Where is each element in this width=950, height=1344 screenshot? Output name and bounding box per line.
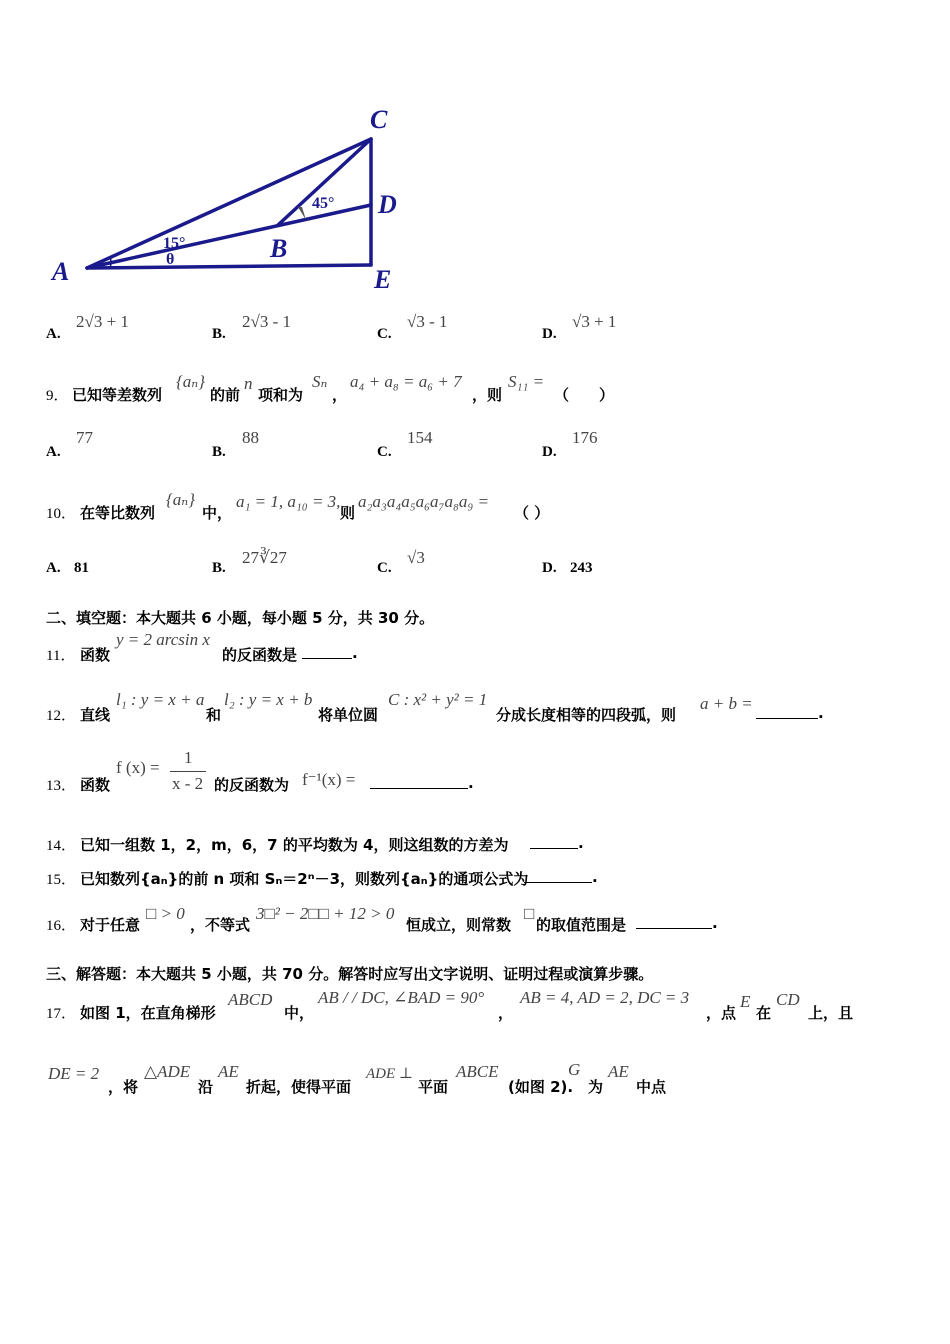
q8-options: A. 2√3 + 1 B. 2√3 - 1 C. √3 - 1 D. √3 + 1: [46, 312, 617, 342]
label-theta: θ: [166, 251, 175, 268]
answer-blank[interactable]: [370, 774, 468, 789]
question-15: 15． 已知数列{aₙ}的前 n 项和 Sₙ＝2ⁿ－3，则数列{aₙ}的通项公式为 .: [46, 868, 598, 888]
question-13: 13． 函数 f (x) = 1 x - 2 的反函数为 f⁻¹(x) = .: [46, 748, 474, 794]
question-9: 9． 已知等差数列 {aₙ} 的前 n 项和为 Sₙ ， a₄ + a₈ = a₆ + 7 ，则 S₁₁ = （ ）: [46, 372, 615, 404]
label-angle-15: 15°: [163, 235, 186, 252]
answer-blank[interactable]: [524, 868, 592, 883]
question-17-line-1: 17． 如图 1，在直角梯形 ABCD 中， AB / / DC, ∠BAD = 90° ， AB = 4, AD = 2, DC = 3 ，点 E 在 CD 上，且: [46, 988, 854, 1022]
answer-blank[interactable]: [302, 644, 352, 659]
section-3-title: 三、解答题：本大题共 5 小题，共 70 分。解答时应写出文字说明、证明过程或演算步骤。: [46, 965, 654, 983]
segment-BC: [278, 139, 371, 225]
label-A: A: [52, 257, 70, 286]
question-10: 10． 在等比数列 {aₙ} 中， a₁ = 1, a₁₀ = 3, 则 a₂a₃a₄a₅a₆a₇a₈a₉ = （ ）: [46, 490, 550, 522]
question-17-line-2: DE = 2 ，将 △ADE 沿 AE 折起，使得平面 ADE ⊥ 平面 ABCE (如图 2). G 为 AE 中点: [48, 1060, 667, 1096]
q10-options: A. 81 B. 27∛27 C. √3 D. 243: [46, 548, 593, 576]
answer-blank[interactable]: [756, 704, 818, 719]
label-D: D: [378, 190, 397, 219]
answer-blank[interactable]: [636, 914, 712, 929]
label-E: E: [374, 265, 392, 294]
q9-options: A. 77 B. 88 C. 154 D. 176: [46, 428, 598, 460]
question-16: 16． 对于任意 □ > 0 ，不等式 3□² − 2□□ + 12 > 0 恒成立，则常数 □ 的取值范围是 .: [46, 904, 718, 934]
fraction-bar: [170, 771, 206, 772]
question-14: 14． 已知一组数 1，2，m，6，7 的平均数为 4，则这组数的方差为 .: [46, 834, 584, 854]
section-2-title: 二、填空题：本大题共 6 小题，每小题 5 分，共 30 分。: [46, 609, 435, 627]
answer-blank[interactable]: [530, 834, 578, 849]
question-11: 11． 函数 y = 2 arcsin x 的反函数是 .: [46, 630, 358, 664]
question-12: 12． 直线 l₁ : y = x + a 和 l₂ : y = x + b 将单位圆 C : x² + y² = 1 分成长度相等的四段弧，则 a + b = .: [46, 690, 824, 724]
label-C: C: [370, 105, 388, 134]
segment-AE: [87, 265, 371, 268]
segment-AD: [87, 205, 371, 268]
triangle-figure: [40, 100, 420, 300]
label-angle-45: 45°: [312, 195, 335, 212]
label-B: B: [270, 234, 288, 263]
